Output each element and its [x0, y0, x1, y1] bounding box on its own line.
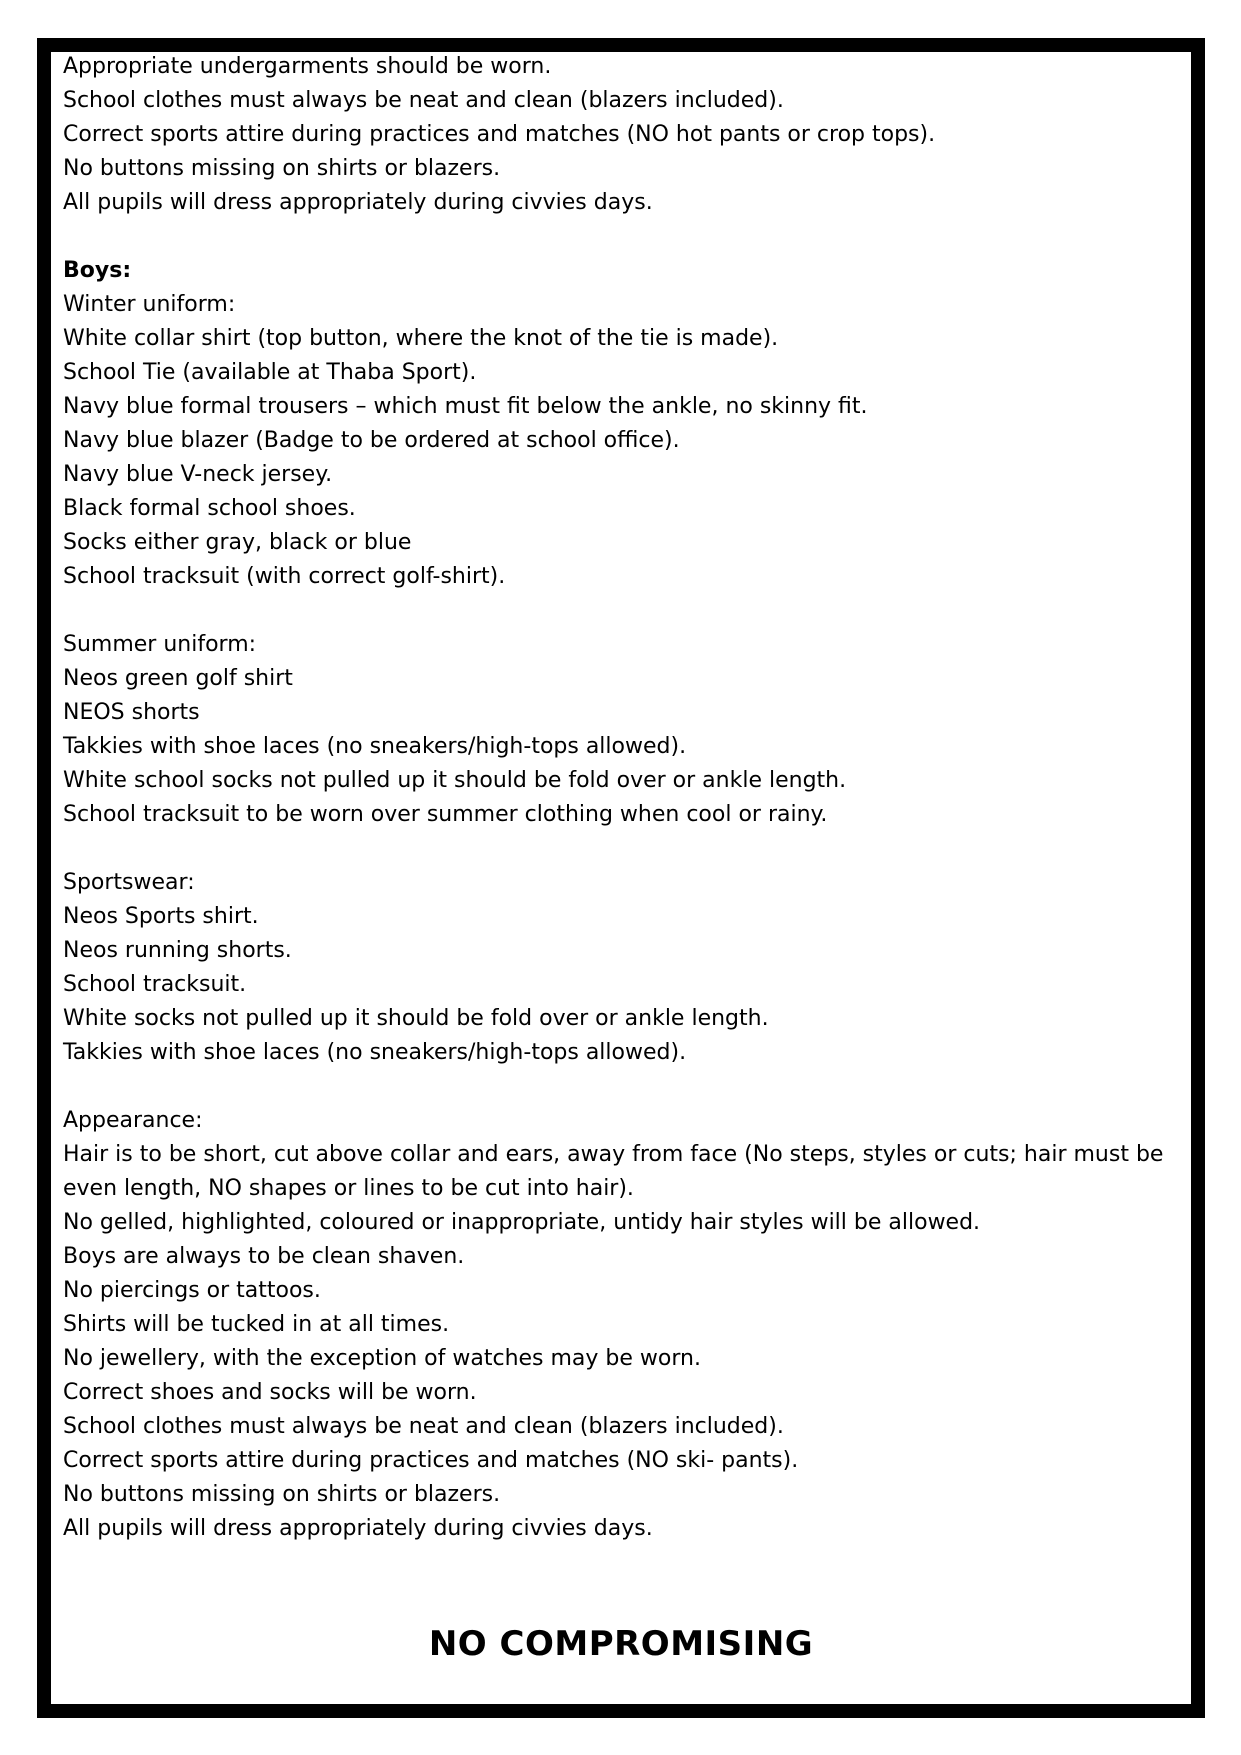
spacer: [63, 1070, 1193, 1104]
document-body: [63, 50, 1193, 1546]
list-item: Correct shoes and socks will be worn.: [63, 1380, 477, 1405]
list-item: Shirts will be tucked in at all times.: [63, 1312, 450, 1337]
list-item: Navy blue formal trousers – which must fit below the ankle, no skinny fit.: [63, 394, 868, 419]
list-item: School clothes must always be neat and clean (blazers included).: [63, 88, 784, 113]
subsection-heading: Summer uniform:: [63, 632, 257, 657]
list-item: Socks either gray, black or blue: [63, 530, 412, 555]
list-item: Boys are always to be clean shaven.: [63, 1244, 465, 1269]
list-item: No gelled, highlighted, coloured or inappropriate, untidy hair styles will be allowed.: [63, 1210, 981, 1235]
list-item: NEOS shorts: [63, 700, 200, 725]
winter-uniform-section: [63, 288, 1193, 594]
section-heading-boys: Boys:: [63, 258, 132, 283]
list-item: School tracksuit (with correct golf-shirt).: [63, 564, 506, 589]
appearance-section: [63, 1104, 1193, 1546]
list-item: Navy blue blazer (Badge to be ordered at school office).: [63, 428, 680, 453]
list-item: Navy blue V-neck jersey.: [63, 462, 333, 487]
list-item: Neos green golf shirt: [63, 666, 293, 691]
list-item: School clothes must always be neat and clean (blazers included).: [63, 1414, 784, 1439]
sportswear-section: [63, 866, 1193, 1070]
list-item: Takkies with shoe laces (no sneakers/high-tops allowed).: [63, 1040, 687, 1065]
list-item: Neos Sports shirt.: [63, 904, 259, 929]
list-item: Correct sports attire during practices and matches (NO hot pants or crop tops).: [63, 122, 936, 147]
list-item: No piercings or tattoos.: [63, 1278, 321, 1303]
list-item: School Tie (available at Thaba Sport).: [63, 360, 477, 385]
list-item: No buttons missing on shirts or blazers.: [63, 156, 501, 181]
subsection-heading: Appearance:: [63, 1108, 203, 1133]
list-item: School tracksuit.: [63, 972, 247, 997]
spacer: [63, 594, 1193, 628]
list-item: White school socks not pulled up it should be fold over or ankle length.: [63, 768, 847, 793]
list-item: White socks not pulled up it should be fold over or ankle length.: [63, 1006, 769, 1031]
list-item: Takkies with shoe laces (no sneakers/high-tops allowed).: [63, 734, 687, 759]
spacer: [63, 220, 1193, 254]
list-item: School tracksuit to be worn over summer clothing when cool or rainy.: [63, 802, 828, 827]
list-item: No buttons missing on shirts or blazers.: [63, 1482, 501, 1507]
list-item: Appropriate undergarments should be worn.: [63, 54, 552, 79]
list-item: Black formal school shoes.: [63, 496, 356, 521]
general-rules-list: [63, 50, 1193, 220]
list-item: All pupils will dress appropriately during civvies days.: [63, 190, 653, 215]
list-item: Hair is to be short, cut above collar and ears, away from face (No steps, styles or cuts; hair must be even length, NO shapes or lines to be cut into hair).: [63, 1142, 1164, 1201]
list-item: Correct sports attire during practices and matches (NO ski- pants).: [63, 1448, 799, 1473]
list-item: No jewellery, with the exception of watches may be worn.: [63, 1346, 701, 1371]
footer-title: NO COMPROMISING: [428, 1624, 814, 1664]
spacer: [63, 832, 1193, 866]
list-item: White collar shirt (top button, where the knot of the tie is made).: [63, 326, 779, 351]
list-item: Neos running shorts.: [63, 938, 292, 963]
subsection-heading: Sportswear:: [63, 870, 195, 895]
summer-uniform-section: [63, 628, 1193, 832]
subsection-heading: Winter uniform:: [63, 292, 236, 317]
list-item: All pupils will dress appropriately during civvies days.: [63, 1516, 653, 1541]
